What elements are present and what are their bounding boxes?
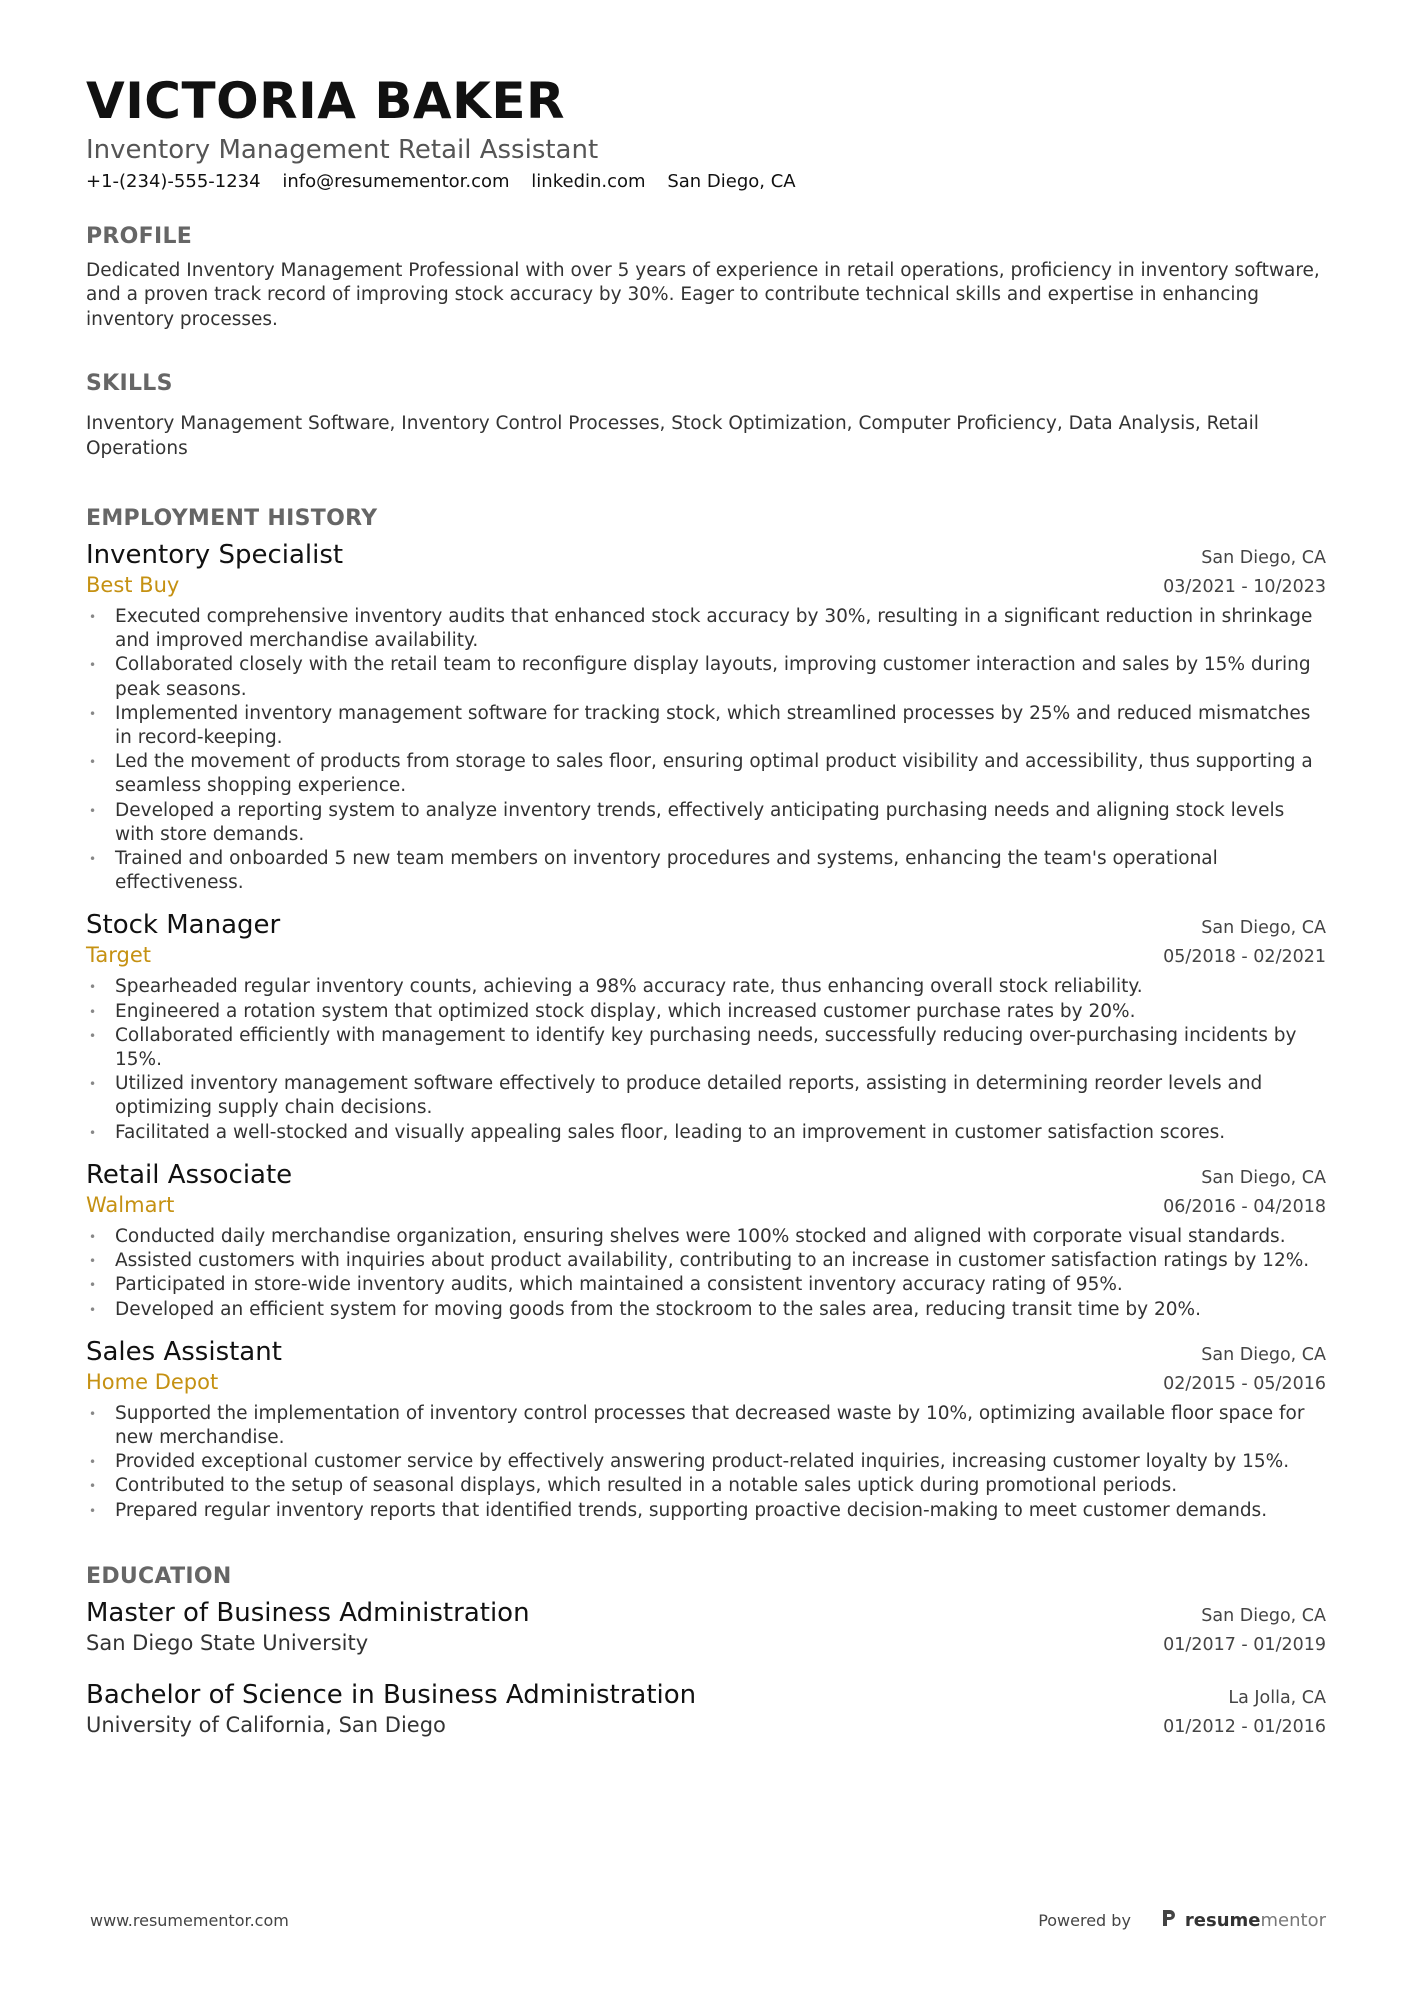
school: San Diego State University — [86, 1630, 369, 1655]
bullet-item: • Developed a reporting system to analyze inventory trends, effectively anticipating purchasing needs and aligning stock levels with store demands. — [86, 799, 1326, 847]
job-bullets — [86, 975, 1326, 1144]
bullet-item: • Led the movement of products from storage to sales floor, ensuring optimal product visibility and accessibility, thus supporting a seamless shopping experience. — [86, 750, 1326, 798]
contact-line — [86, 170, 1326, 194]
bullet-item: • Prepared regular inventory reports that identified trends, supporting proactive decision-making to meet customer demands. — [86, 1499, 1326, 1523]
bullet-item: • Contributed to the setup of seasonal displays, which resulted in a notable sales uptick during promotional periods. — [86, 1474, 1326, 1498]
job-entry — [86, 1336, 1326, 1523]
job-dates: 05/2018 - 02/2021 — [1163, 947, 1326, 968]
job-dates: 03/2021 - 10/2023 — [1163, 577, 1326, 598]
bullet-item: • Implemented inventory management software for tracking stock, which streamlined processes by 25% and reduced mismatches in record-keeping. — [86, 702, 1326, 750]
employment-section — [86, 505, 1326, 1523]
job-entry — [86, 909, 1326, 1144]
job-company: Target — [86, 943, 151, 968]
education-dates: 01/2012 - 01/2016 — [1163, 1716, 1326, 1737]
job-dates: 06/2016 - 04/2018 — [1163, 1196, 1326, 1217]
bullet-item: • Executed comprehensive inventory audits that enhanced stock accuracy by 30%, resulting in a significant reduction in shrinkage and improved merchandise availability. — [86, 605, 1326, 653]
degree: Bachelor of Science in Business Administration — [86, 1679, 697, 1710]
school: University of California, San Diego — [86, 1712, 446, 1737]
bullet-item: • Engineered a rotation system that optimized stock display, which increased customer purchase rates by 20%. — [86, 1000, 1326, 1024]
resumementor-logo-icon — [1161, 1908, 1177, 1932]
linkedin-link[interactable]: linkedin.com — [531, 171, 646, 192]
phone[interactable]: +1-(234)-555-1234 — [86, 171, 261, 192]
education-heading: EDUCATION — [86, 1563, 232, 1589]
job-title: Stock Manager — [86, 910, 281, 941]
bullet-item: • Collaborated efficiently with management to identify key purchasing needs, successfully reducing over-purchasing incidents by 15%. — [86, 1024, 1326, 1072]
bullet-item: • Collaborated closely with the retail team to reconfigure display layouts, improving customer interaction and sales by 15% during peak seasons. — [86, 653, 1326, 701]
footer-website-link[interactable]: www.resumementor.com — [90, 1910, 289, 1930]
bullet-item: • Provided exceptional customer service by effectively answering product-related inquiries, increasing customer loyalty by 15%. — [86, 1450, 1326, 1474]
powered-by-label: Powered by — [1038, 1910, 1131, 1930]
brand-name[interactable] — [1185, 1910, 1326, 1931]
job-entry — [86, 539, 1326, 895]
education-location: La Jolla, CA — [1228, 1687, 1326, 1708]
job-entry — [86, 1159, 1326, 1322]
job-title: Sales Assistant — [86, 1336, 282, 1367]
job-title: Retail Associate — [86, 1159, 293, 1190]
profile-text: Dedicated Inventory Management Professional with over 5 years of experience in retail operations, proficiency in inventory software, and a proven track record of improving stock accuracy by 30%. Eager to contribute technical skills and expertise in enhancing inventory processes. — [86, 260, 1320, 330]
bullet-item: • Supported the implementation of inventory control processes that decreased waste by 10%, optimizing available floor space for new merchandise. — [86, 1402, 1326, 1450]
bullet-item: • Developed an efficient system for moving goods from the stockroom to the sales area, reducing transit time by 20%. — [86, 1298, 1326, 1322]
profile-section — [86, 223, 1326, 332]
job-location: San Diego, CA — [1201, 548, 1326, 569]
job-bullets — [86, 1225, 1326, 1322]
education-dates: 01/2017 - 01/2019 — [1163, 1634, 1326, 1655]
job-location: San Diego, CA — [1201, 918, 1326, 939]
job-bullets — [86, 605, 1326, 895]
profile-heading: PROFILE — [86, 224, 193, 249]
employment-heading: EMPLOYMENT HISTORY — [86, 506, 378, 532]
bullet-item: • Participated in store-wide inventory audits, which maintained a consistent inventory accuracy rating of 95%. — [86, 1273, 1326, 1297]
bullet-item: • Assisted customers with inquiries about product availability, contributing to an increase in customer satisfaction ratings by 12%. — [86, 1249, 1326, 1273]
skills-section — [86, 370, 1326, 461]
skills-heading: SKILLS — [86, 371, 173, 397]
job-company: Best Buy — [86, 573, 180, 598]
brand — [1038, 1908, 1326, 1932]
bullet-item: • Spearheaded regular inventory counts, achieving a 98% accuracy rate, thus enhancing overall stock reliability. — [86, 975, 1326, 999]
candidate-name: VICTORIA BAKER — [86, 72, 566, 130]
bullet-item: • Trained and onboarded 5 new team members on inventory procedures and systems, enhancing the team's operational effectiveness. — [86, 847, 1326, 895]
education-entry — [86, 1679, 1326, 1741]
education-entry — [86, 1597, 1326, 1659]
education-location: San Diego, CA — [1201, 1605, 1326, 1626]
brand-name-bold: resume — [1184, 1909, 1261, 1931]
job-location: San Diego, CA — [1201, 1344, 1326, 1365]
bullet-item: • Utilized inventory management software effectively to produce detailed reports, assisting in determining reorder levels and optimizing supply chain decisions. — [86, 1072, 1326, 1120]
bullet-item: • Conducted daily merchandise organization, ensuring shelves were 100% stocked and aligned with corporate visual standards. — [86, 1225, 1326, 1249]
job-location: San Diego, CA — [1201, 1167, 1326, 1188]
job-title: Inventory Specialist — [86, 540, 344, 571]
job-company: Home Depot — [86, 1369, 219, 1394]
job-company: Walmart — [86, 1192, 175, 1217]
education-section — [86, 1563, 1326, 1741]
skills-text: Inventory Management Software, Inventory Control Processes, Stock Optimization, Computer Proficiency, Data Analysis, Retail Operations — [86, 413, 1259, 459]
job-bullets — [86, 1402, 1326, 1523]
bullet-item: • Facilitated a well-stocked and visually appealing sales floor, leading to an improvement in customer satisfaction scores. — [86, 1121, 1326, 1145]
job-dates: 02/2015 - 05/2016 — [1163, 1373, 1326, 1394]
email[interactable]: info@resumementor.com — [282, 171, 510, 192]
degree: Master of Business Administration — [86, 1597, 530, 1628]
brand-name-light: mentor — [1260, 1909, 1326, 1931]
footer — [90, 1908, 1326, 1932]
resume-page — [86, 72, 1326, 1741]
candidate-title: Inventory Management Retail Assistant — [86, 135, 599, 165]
location: San Diego, CA — [667, 171, 796, 192]
